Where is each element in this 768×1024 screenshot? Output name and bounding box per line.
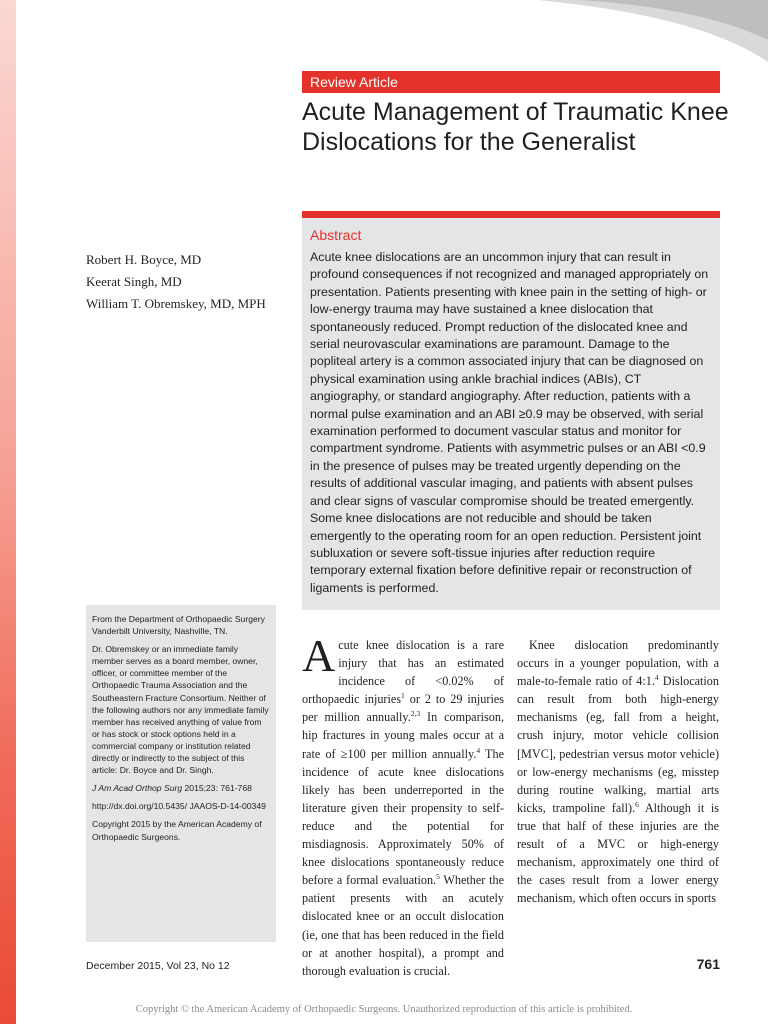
drop-cap: A [302,630,336,681]
citation-journal: J Am Acad Orthop Surg [92,783,183,794]
body-text: In comparison, hip fractures in young males occur at a rate of ≥100 per million annually. [302,710,504,761]
doi-link[interactable]: http://dx.doi.org/10.5435/ JAAOS-D-14-00349 [92,801,266,812]
body-text: Whether the patient presents with an acutely dislocated knee or an occult dislocation (ie, one that has been reduced in the field or at another hospital), a prompt and thorough evaluation is crucial. [302,873,505,978]
body-paragraph-2 [517,636,719,907]
body-column-2 [517,636,719,907]
body-text: Although it is true that half of these injuries are the result of a MVC or high-energy mechanism, approximately one third of the cases result from a lower energy mechanism, which often occurs in sports [517,800,719,906]
body-text: Dislocation can result from both high-energy mechanisms (eg, fall from a height, crush injury, motor vehicle collision [MVC], pedestrian versus motor vehicle) or low-energy mechanisms (eg, misstep during routine walking, martial arts kicks, trampoline fall). [517,674,719,815]
reference-marker[interactable]: 4 [654,673,659,683]
copyright-statement: Copyright 2015 by the American Academy of Orthopaedic Surgeons. [92,819,262,842]
body-column-1 [302,630,505,980]
article-title: Acute Management of Traumatic Knee Dislocations for the Generalist [302,98,729,156]
reference-marker[interactable]: 6 [635,799,639,809]
body-paragraph-1 [302,630,505,980]
page-corner-decoration [518,0,768,70]
reference-marker[interactable]: 1 [401,691,405,701]
reference-marker[interactable]: 2,3 [410,709,421,719]
abstract-text: Acute knee dislocations are an uncommon injury that can result in profound consequences if not recognized and managed appropriately on presentation. Patients presenting with knee pain in the setting of high- or low-energy trauma may have sustained a knee dislocation that spontaneously reduced. Prompt reduction of the dislocated knee and serial neurovascular examinations are paramount. Damage to the popliteal artery is a common associated injury that can be diagnosed on physical examination using ankle brachial indices (ABIs), CT angiography, or standard angiography. After reduction, patients with a normal pulse examination and an ABI ≥0.9 may be observed, with serial examination performed to document vascular status and monitor for compartment syndrome. Patients with asymmetric pulses or an ABI <0.9 in the presence of pulses may be treated urgently depending on the results of additional vascular imaging, and patients with absent pulses and clear signs of vascular compromise should be treated emergently. Some knee dislocations are not reducible and should be taken emergently to the operating room for an open reduction. Persistent joint subluxation or severe soft-tissue injuries after reduction require temporary external fixation before definitive repair or reconstruction of ligaments is performed. [310,250,709,595]
issue-info: December 2015, Vol 23, No 12 [86,960,230,972]
abstract-top-rule [302,211,720,218]
reference-marker[interactable]: 5 [436,872,440,882]
article-info-panel [86,605,276,942]
abstract-heading: Abstract [310,227,362,243]
body-text: or 2 to 29 injuries per million annually. [302,692,504,725]
body-text: The incidence of acute knee dislocations likely has been underreported in the literature given their propensity to self-reduce and the potential for misdiagnosis. Approximately 50% of knee dislocations spontaneously reduce before a formal evaluation. [302,746,504,888]
author-name: Keerat Singh, MD [86,274,182,289]
body-text: cute knee dislocation is a rare injury that has an estimated incidence of <0.02% of orthopaedic injuries [302,638,504,707]
author-name: Robert H. Boyce, MD [86,252,202,267]
page-number: 761 [696,956,720,972]
body-text: Knee dislocation predominantly occurs in a younger population, with a male-to-female ratio of 4:1. [517,638,719,689]
disclosure: Dr. Obremskey or an immediate family member serves as a board member, owner, officer, or committee member of the Orthopaedic Trauma Association and the Southeastern Fracture Consortium. Neither of the following authors nor any immediate family member has received anything of value from or has stock or stock options held in a commercial company or institution related directly or indirectly to the subject of this article: Dr. Boyce and Dr. Singh. [92,644,269,776]
affiliation: From the Department of Orthopaedic Surgery Vanderbilt University, Nashville, TN. [92,614,265,637]
abstract-panel [302,218,720,610]
reference-marker[interactable]: 4 [476,745,481,755]
author-list [86,249,296,315]
left-color-stripe [0,0,16,1024]
citation [92,782,270,794]
citation-volume: 2015;23: 761-768 [182,783,252,794]
section-tag: Review Article [302,71,720,93]
copyright-notice: Copyright © the American Academy of Orthopaedic Surgeons. Unauthorized reproduction of this article is prohibited. [135,1004,633,1015]
author-name: William T. Obremskey, MD, MPH [86,296,266,311]
